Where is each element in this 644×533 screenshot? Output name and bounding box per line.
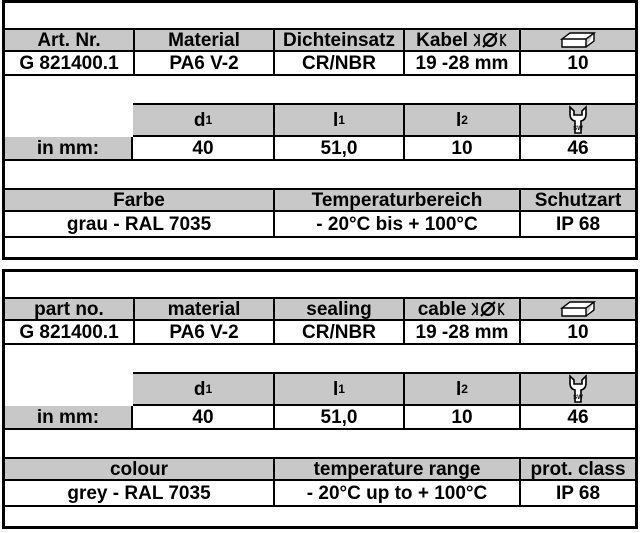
dims-header-d1: d 1 — [133, 372, 275, 406]
props-header-temperatur: Temperaturbereich — [275, 188, 521, 212]
props-header-schutzart: Schutzart — [521, 188, 635, 212]
header-box — [521, 297, 635, 321]
header-cable — [405, 297, 521, 321]
svg-text:SW: SW — [573, 126, 583, 132]
props-value-temperature: - 20°C up to + 100°C — [275, 481, 521, 507]
datasheet-panel-english — [2, 269, 638, 529]
header-kabel — [405, 28, 521, 52]
dims-header-l2: l 2 — [405, 103, 521, 137]
dims-header-l1: l 1 — [275, 103, 405, 137]
wrench-icon — [565, 105, 591, 135]
value-art-nr: G 821400.1 — [5, 52, 135, 76]
header-sealing: sealing — [275, 297, 405, 321]
header-part-no: part no. — [5, 297, 135, 321]
dims-header-d1: d 1 — [133, 103, 275, 137]
header-kabel-label: Kabel — [416, 29, 468, 51]
value-box: 10 — [521, 321, 635, 345]
dims-value-wrench: 46 — [521, 406, 635, 430]
props-value-farbe: grau - RAL 7035 — [5, 212, 275, 238]
dims-value-l1: 51,0 — [275, 406, 405, 430]
value-cable: 19 -28 mm — [405, 321, 521, 345]
value-kabel: 19 -28 mm — [405, 52, 521, 76]
props-header-temperature: temperature range — [275, 457, 521, 481]
svg-text:SW: SW — [573, 395, 583, 401]
cable-diameter-icon — [472, 31, 508, 49]
props-header-farbe: Farbe — [5, 188, 275, 212]
dims-header-l2: l 2 — [405, 372, 521, 406]
header-material: Material — [135, 28, 275, 52]
value-part-no: G 821400.1 — [5, 321, 135, 345]
dims-value-d1: 40 — [133, 137, 275, 161]
header-art-nr: Art. Nr. — [5, 28, 135, 52]
header-box — [521, 28, 635, 52]
dims-header-wrench — [521, 103, 635, 137]
value-box: 10 — [521, 52, 635, 76]
header-dichteinsatz: Dichteinsatz — [275, 28, 405, 52]
box-icon — [560, 31, 596, 49]
dims-value-l1: 51,0 — [275, 137, 405, 161]
wrench-icon — [565, 374, 591, 404]
header-cable-label: cable — [417, 298, 467, 320]
props-value-schutzart: IP 68 — [521, 212, 635, 238]
value-sealing: CR/NBR — [275, 321, 405, 345]
props-header-prot-class: prot. class — [521, 457, 635, 481]
box-icon — [560, 300, 596, 318]
value-material: PA6 V-2 — [135, 321, 275, 345]
datasheet-panel-german — [2, 0, 638, 260]
cable-diameter-icon — [470, 300, 506, 318]
value-material: PA6 V-2 — [135, 52, 275, 76]
dims-value-wrench: 46 — [521, 137, 635, 161]
dims-value-l2: 10 — [405, 137, 521, 161]
header-material: material — [135, 297, 275, 321]
value-dichteinsatz: CR/NBR — [275, 52, 405, 76]
props-value-prot-class: IP 68 — [521, 481, 635, 507]
props-value-colour: grey - RAL 7035 — [5, 481, 275, 507]
dims-value-l2: 10 — [405, 406, 521, 430]
props-value-temperatur: - 20°C bis + 100°C — [275, 212, 521, 238]
dims-label: in mm: — [5, 137, 133, 161]
dims-header-l1: l 1 — [275, 372, 405, 406]
dims-header-wrench — [521, 372, 635, 406]
dims-label: in mm: — [5, 406, 133, 430]
dims-value-d1: 40 — [133, 406, 275, 430]
props-header-colour: colour — [5, 457, 275, 481]
